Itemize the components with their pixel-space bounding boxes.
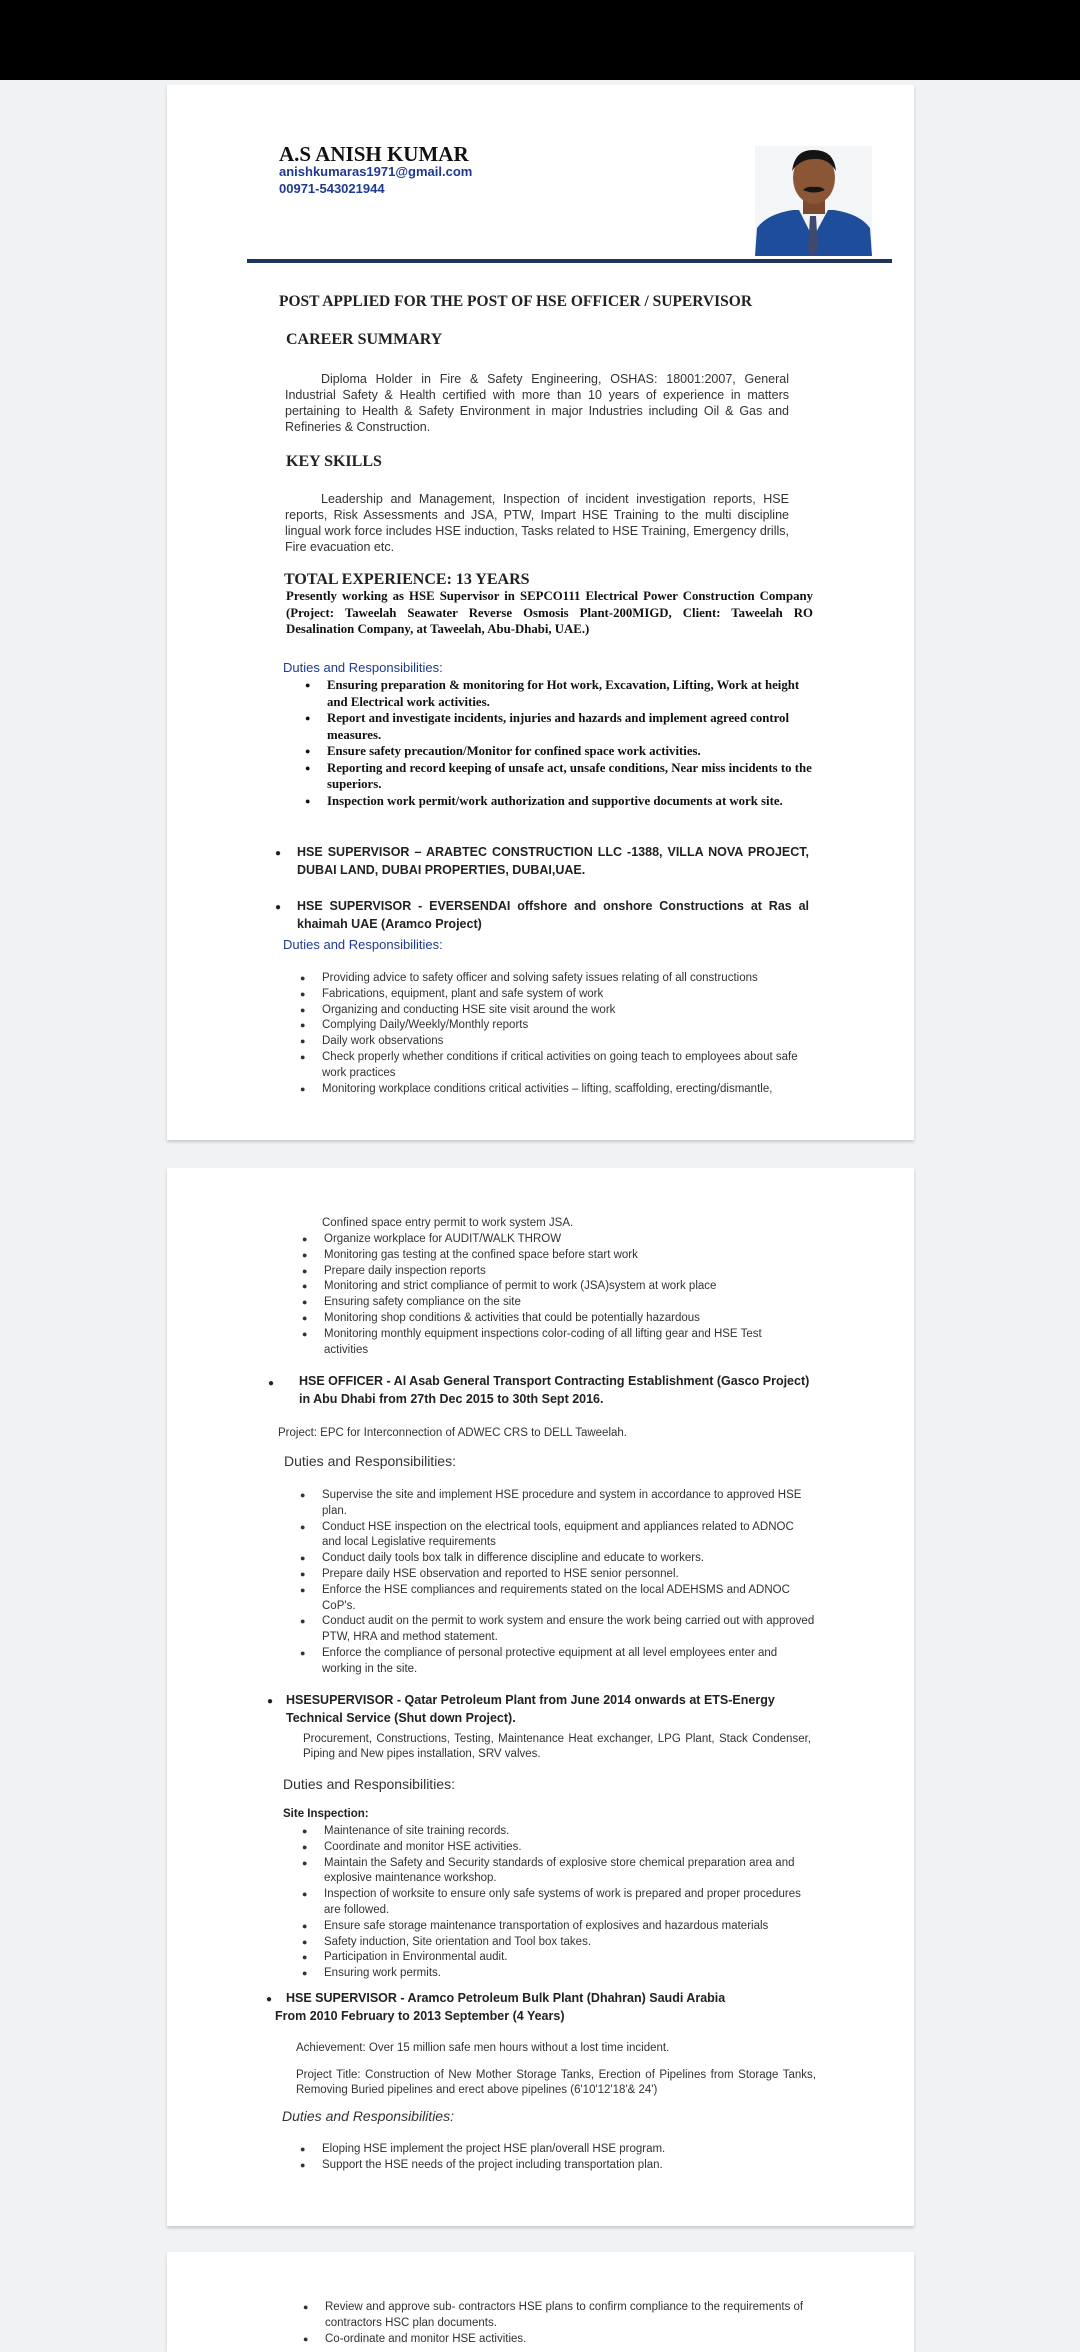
duties-heading-4: Duties and Responsibilities: bbox=[283, 1776, 455, 1792]
list-item: ● Prepare daily inspection reports bbox=[302, 1264, 782, 1280]
list-item: ● Participation in Environmental audit. bbox=[302, 1950, 814, 1966]
list-item: ● Review and approve sub- contractors HSE plans to confirm compliance to the requirements of contractors HSC plan documents. bbox=[303, 2300, 813, 2332]
list-item: ● Organize workplace for AUDIT/WALK THROW bbox=[302, 1232, 782, 1248]
page3-list bbox=[303, 2300, 813, 2347]
total-experience-heading: TOTAL EXPERIENCE: 13 YEARS bbox=[284, 571, 530, 588]
job-eversendai: HSE SUPERVISOR - EVERSENDAI offshore and onshore Constructions at Ras al khaimah UAE (Aramco Project) bbox=[297, 899, 809, 931]
list-item: ● Check properly whether conditions if critical activities on going teach to employees about safe work practices bbox=[300, 1050, 805, 1082]
bullet-icon: ● bbox=[275, 902, 282, 913]
list-item: ● Enforce the compliance of personal protective equipment at all level employees enter and working in the site. bbox=[300, 1646, 815, 1678]
key-skills-heading: KEY SKILLS bbox=[286, 453, 382, 470]
qatar-scope: Procurement, Constructions, Testing, Maintenance Heat exchanger, LPG Plant, Stack Condenser, Piping and New pipes installation, SRV valves. bbox=[303, 1733, 811, 1760]
list-item: ● Inspection work permit/work authorization and supportive documents at work site. bbox=[305, 793, 813, 810]
duties-list-3 bbox=[300, 1488, 815, 1678]
list-item: ● Monitoring and strict compliance of permit to work (JSA)system at work place bbox=[302, 1279, 782, 1295]
key-skills-text: Leadership and Management, Inspection of incident investigation reports, HSE reports, Risk Assessments and JSA, PTW, Impart HSE Training to the multi discipline lingual work force includes HSE induction, Tasks related to HSE Training, Emergency drills, Fire evacuation etc. bbox=[285, 492, 789, 554]
bullet-icon: ● bbox=[268, 1378, 275, 1389]
email-text: anishkumaras1971@gmail.com bbox=[279, 164, 473, 179]
list-item: ● Ensuring safety compliance on the site bbox=[302, 1295, 782, 1311]
list-item: ● Conduct HSE inspection on the electrical tools, equipment and appliances related to ADNOC and local Legislative requirements bbox=[300, 1520, 815, 1552]
list-item: ● Reporting and record keeping of unsafe act, unsafe conditions, Near miss incidents to the superiors. bbox=[305, 760, 813, 793]
job-gasco: HSE OFFICER - Al Asab General Transport Contracting Establishment (Gasco Project) in Abu Dhabi from 27th Dec 2015 to 30th Sept 2016. bbox=[299, 1374, 810, 1406]
list-item: ● Ensure safe storage maintenance transportation of explosives and hazardous materials bbox=[302, 1919, 814, 1935]
duties-heading-3: Duties and Responsibilities: bbox=[284, 1453, 456, 1469]
job-aramco: HSE SUPERVISOR - Aramco Petroleum Bulk Plant (Dhahran) Saudi Arabia bbox=[286, 1991, 726, 2005]
list-item: ● Prepare daily HSE observation and reported to HSE senior personnel. bbox=[300, 1567, 815, 1583]
list-item: ● Organizing and conducting HSE site visit around the work bbox=[300, 1003, 805, 1019]
job-qatar: HSESUPERVISOR - Qatar Petroleum Plant from June 2014 onwards at ETS-Energy Technical Service (Shut down Project). bbox=[286, 1693, 775, 1725]
list-item: ● Monitoring shop conditions & activities that could be potentially hazardous bbox=[302, 1311, 782, 1327]
project-title-text: Project Title: Construction of New Mother Storage Tanks, Erection of Pipelines from Storage Tanks, Removing Buried pipelines and erect above pipelines (6'10'12'18'& 24') bbox=[296, 2069, 816, 2096]
list-item: ● Support the HSE needs of the project including transportation plan. bbox=[300, 2158, 800, 2174]
list-item: ● Complying Daily/Weekly/Monthly reports bbox=[300, 1018, 805, 1034]
list-item: ● Maintenance of site training records. bbox=[302, 1824, 814, 1840]
current-job-text: Presently working as HSE Supervisor in SEPCO111 Electrical Power Construction Company (Project: Taweelah Seawater Reverse Osmosis Plant-200MIGD, Client: Taweelah RO Desalination Company, at Taweelah, Abu-Dhabi, UAE.) bbox=[286, 589, 813, 636]
duties-heading-2: Duties and Responsibilities: bbox=[283, 937, 443, 952]
duties-list-2 bbox=[300, 971, 805, 1097]
list-item: ● Daily work observations bbox=[300, 1034, 805, 1050]
resume-page-3 bbox=[167, 2252, 914, 2352]
duties-heading-1: Duties and Responsibilities: bbox=[283, 660, 443, 675]
list-item: ● Maintain the Safety and Security standards of explosive store chemical preparation area and explosive maintenance workshop. bbox=[302, 1856, 814, 1888]
duties-list-4 bbox=[302, 1824, 814, 1982]
bullet-icon: ● bbox=[266, 1994, 273, 2005]
achievement-text: Achievement: Over 15 million safe men hours without a lost time incident. bbox=[296, 2042, 670, 2054]
list-item: ● Ensuring preparation & monitoring for Hot work, Excavation, Lifting, Work at height and Electrical work activities. bbox=[305, 677, 813, 710]
list-item: ● Inspection of worksite to ensure only safe systems of work is prepared and proper procedures are followed. bbox=[302, 1887, 814, 1919]
list-item: ● Eloping HSE implement the project HSE plan/overall HSE program. bbox=[300, 2142, 800, 2158]
project-gasco: Project: EPC for Interconnection of ADWEC CRS to DELL Taweelah. bbox=[278, 1427, 627, 1439]
bullet-icon: ● bbox=[275, 848, 282, 859]
list-item: ● Coordinate and monitor HSE activities. bbox=[302, 1840, 814, 1856]
post-applied-heading: POST APPLIED FOR THE POST OF HSE OFFICER / SUPERVISOR bbox=[279, 293, 753, 310]
continued-line: Confined space entry permit to work system JSA. bbox=[322, 1217, 574, 1229]
list-item: ● Ensure safety precaution/Monitor for confined space work activities. bbox=[305, 743, 813, 760]
list-item: ● Supervise the site and implement HSE procedure and system in accordance to approved HSE plan. bbox=[300, 1488, 815, 1520]
list-item: ● Monitoring gas testing at the confined space before start work bbox=[302, 1248, 782, 1264]
list-item: ● Co-ordinate and monitor HSE activities. bbox=[303, 2332, 813, 2348]
list-item: ● Fabrications, equipment, plant and safe system of work bbox=[300, 987, 805, 1003]
site-inspection-label: Site Inspection: bbox=[283, 1808, 369, 1820]
list-item: ● Monitoring monthly equipment inspections color-coding of all lifting gear and HSE Test activities bbox=[302, 1327, 782, 1359]
duties-list-1 bbox=[305, 677, 813, 809]
phone-text: 00971-543021944 bbox=[279, 181, 385, 196]
list-item: ● Conduct audit on the permit to work system and ensure the work being carried out with approved PTW, HRA and method statement. bbox=[300, 1614, 815, 1646]
continued-list bbox=[302, 1232, 782, 1358]
profile-photo bbox=[755, 146, 872, 256]
resume-page-1 bbox=[167, 85, 914, 1140]
resume-page-2 bbox=[167, 1168, 914, 2226]
applicant-name: A.S ANISH KUMAR bbox=[279, 142, 469, 166]
list-item: ● Safety induction, Site orientation and Tool box takes. bbox=[302, 1935, 814, 1951]
job-arabtec: HSE SUPERVISOR – ARABTEC CONSTRUCTION LLC -1388, VILLA NOVA PROJECT, DUBAI LAND, DUBAI PROPERTIES, DUBAI,UAE. bbox=[297, 845, 809, 877]
job-aramco-dates: From 2010 February to 2013 September (4 Years) bbox=[275, 2009, 565, 2023]
duties-list-5 bbox=[300, 2142, 800, 2174]
header-divider bbox=[247, 259, 892, 263]
career-summary-text: Diploma Holder in Fire & Safety Engineering, OSHAS: 18001:2007, General Industrial Safety & Health certified with more than 10 years of experience in matters pertaining to Health & Safety Environment in major Industries including Oil & Gas and Refineries & Construction. bbox=[285, 372, 789, 434]
list-item: ● Providing advice to safety officer and solving safety issues relating of all constructions bbox=[300, 971, 805, 987]
top-bar bbox=[0, 0, 1080, 80]
bullet-icon: ● bbox=[267, 1696, 274, 1707]
list-item: ● Enforce the HSE compliances and requirements stated on the local ADEHSMS and ADNOC CoP's. bbox=[300, 1583, 815, 1615]
list-item: ● Report and investigate incidents, injuries and hazards and implement agreed control measures. bbox=[305, 710, 813, 743]
career-summary-heading: CAREER SUMMARY bbox=[286, 331, 443, 348]
list-item: ● Ensuring work permits. bbox=[302, 1966, 814, 1982]
duties-heading-5: Duties and Responsibilities: bbox=[282, 2108, 454, 2124]
list-item: ● Monitoring workplace conditions critical activities – lifting, scaffolding, erecting/dismantle, bbox=[300, 1082, 805, 1098]
list-item: ● Conduct daily tools box talk in difference discipline and educate to workers. bbox=[300, 1551, 815, 1567]
